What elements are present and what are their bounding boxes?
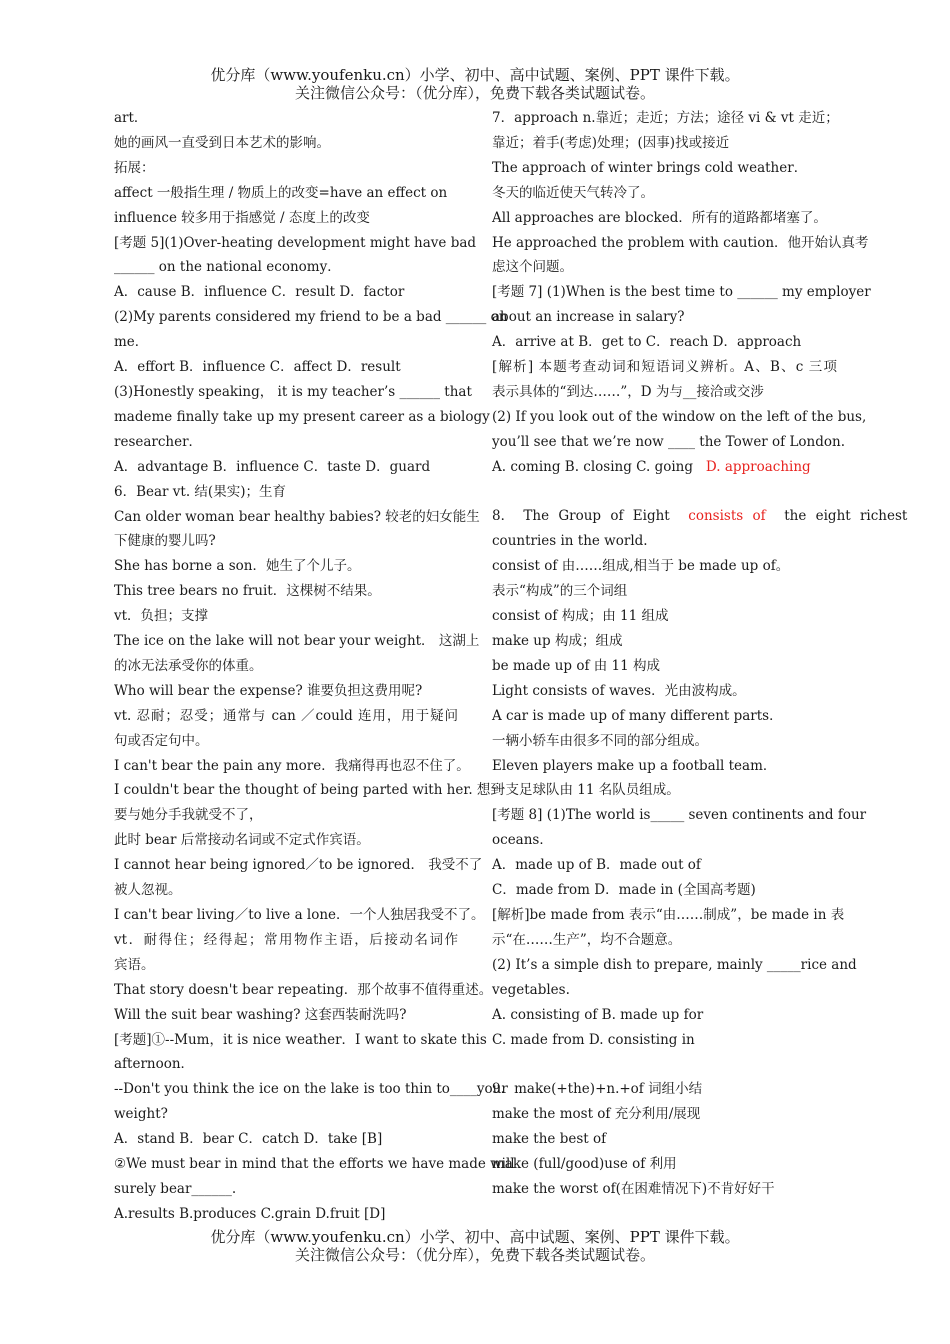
text-line: This tree bears no fruit．这棵树不结果。 bbox=[114, 583, 381, 600]
text-line: 虑这个问题。 bbox=[492, 259, 573, 276]
blank-line bbox=[492, 480, 837, 505]
text-line: (3)Honestly speaking， it is my teacher’s ______ that bbox=[114, 383, 472, 400]
text-line: afternoon． bbox=[114, 1056, 195, 1073]
text-line: affect 一般指生理 / 物质上的改变=have an effect on bbox=[114, 184, 448, 201]
text-line: A．stand B．bear C．catch D．take [B] bbox=[114, 1131, 383, 1148]
text-line: [考题 8] (1)The world is_____ seven continents and four bbox=[492, 807, 867, 824]
text-line: Can older woman bear healthy babies? 较老的妇女能生 bbox=[114, 508, 480, 525]
text-line: All approaches are blocked．所有的道路都堵塞了。 bbox=[492, 209, 827, 226]
text-line: I can't bear living／to live a lone．一个人独居我受不了。 bbox=[114, 907, 485, 923]
text-line: 下健康的婴儿吗? bbox=[114, 533, 216, 550]
text-line bbox=[492, 455, 837, 480]
text-line: That story doesn't bear repeating．那个故事不值得重述。 bbox=[114, 981, 493, 998]
text-line: 7．approach n.靠近；走近；方法；途径 vi & vt 走近； bbox=[492, 110, 839, 126]
text-line: 宾语。 bbox=[114, 956, 155, 973]
footer-line-1: 优分库（www.youfenku.cn）小学、初中、高中试题、案例、PPT 课件下载。 bbox=[210, 1228, 740, 1246]
text-line: A．advantage B．influence C．taste D．guard bbox=[114, 458, 431, 475]
text-line: 被人忽视。 bbox=[114, 882, 182, 899]
text-line: [解析]be made from 表示“由……制成”，be made in 表 bbox=[492, 906, 845, 923]
text-line: oceans． bbox=[492, 832, 553, 849]
q7-options: A. coming B. closing C. going bbox=[492, 458, 694, 475]
text-line: 6．Bear vt. 结(果实)；生育 bbox=[114, 483, 286, 500]
text-line: Eleven players make up a football team． bbox=[492, 757, 777, 774]
text-line: The ice on the lake will not bear your weight． 这湖上 bbox=[114, 633, 480, 650]
text-line: vt．耐得住；经得起；常用物作主语，后接动名词作 bbox=[114, 931, 458, 948]
text-line: be made up of 由 11 构成 bbox=[492, 657, 660, 674]
q8-phrase-highlight: consists of bbox=[688, 508, 766, 525]
text-line bbox=[492, 504, 908, 529]
text-line: ②We must bear in mind that the efforts we have made will bbox=[114, 1156, 515, 1173]
text-line: A．effort B．influence C．affect D．result bbox=[114, 359, 401, 376]
text-line: 示“在……生产”，均不合题意。 bbox=[492, 931, 682, 948]
text-line: [考题]①--Mum，it is nice weather．I want to skate this bbox=[114, 1031, 487, 1048]
text-line: A．arrive at B．get to C．reach D．approach bbox=[492, 334, 802, 351]
text-line: make (full/good)use of 利用 bbox=[492, 1156, 677, 1173]
text-line: weight? bbox=[114, 1106, 168, 1123]
footer-line-2: 关注微信公众号：（优分库），免费下载各类试题试卷。 bbox=[294, 1246, 655, 1264]
text-line: consist of 由……组成,相当于 be made up of。 bbox=[492, 558, 790, 575]
text-line: (2) If you look out of the window on the left of the bus, bbox=[492, 408, 867, 425]
blank-line bbox=[492, 1052, 837, 1077]
text-line: I couldn't bear the thought of being parted with her. 想到 bbox=[114, 782, 504, 799]
text-line: He approached the problem with caution．他开始认真考 bbox=[492, 234, 869, 251]
text-line: I can't bear the pain any more．我痛得再也忍不住了。 bbox=[114, 757, 470, 774]
q7-answer-highlight: D. approaching bbox=[705, 458, 811, 475]
q8-heading: 8． The Group of Eight bbox=[492, 508, 670, 525]
text-line: [考题 7] (1)When is the best time to ______ my employer bbox=[492, 284, 871, 301]
right-column bbox=[492, 106, 908, 1202]
text-line: 冬天的临近使天气转冷了。 bbox=[492, 184, 654, 201]
text-line: about an increase in salary? bbox=[492, 309, 685, 326]
text-line: A. consisting of B. made up for bbox=[492, 1006, 704, 1023]
text-line: consist of 构成；由 11 组成 bbox=[492, 608, 669, 625]
left-column bbox=[114, 106, 515, 1227]
text-line: [解析] 本题考查动词和短语词义辨析。A、B、c 三项 bbox=[492, 359, 837, 376]
text-line: Will the suit bear washing? 这套西装耐洗吗? bbox=[114, 1006, 407, 1023]
text-line: surely bear______. bbox=[114, 1180, 237, 1197]
text-line: vegetables. bbox=[492, 981, 570, 998]
text-line: [考题 5](1)Over-heating development might have bad bbox=[114, 234, 477, 251]
page-header bbox=[0, 66, 950, 102]
text-line: make up 构成；组成 bbox=[492, 633, 623, 650]
text-line: Who will bear the expense? 谁要负担这费用呢? bbox=[114, 682, 423, 699]
text-line: art． bbox=[114, 110, 148, 126]
header-line-2: 关注微信公众号：（优分库），免费下载各类试题试卷。 bbox=[294, 84, 655, 102]
text-line: (2)My parents considered my friend to be a bad ______ on bbox=[114, 309, 508, 326]
text-line: A．cause B．influence C．result D．factor bbox=[114, 284, 405, 301]
header-line-1: 优分库（www.youfenku.cn）小学、初中、高中试题、案例、PPT 课件下载。 bbox=[210, 66, 740, 84]
text-line: C. made from D. consisting in bbox=[492, 1031, 695, 1048]
text-line: make the best of bbox=[492, 1131, 607, 1148]
text-line: A car is made up of many different parts． bbox=[492, 707, 783, 724]
text-line: A.results B.produces C.grain D.fruit [D] bbox=[114, 1205, 386, 1222]
text-line: She has borne a son．她生了个儿子。 bbox=[114, 558, 361, 575]
text-line: make the most of 充分利用/展现 bbox=[492, 1106, 701, 1123]
text-line: me． bbox=[114, 334, 149, 351]
q8-heading-tail: the eight richest bbox=[784, 508, 908, 525]
text-line: (2) It’s a simple dish to prepare, mainly _____rice and bbox=[492, 956, 857, 973]
text-line: researcher． bbox=[114, 433, 203, 450]
text-line: A．made up of B．made out of bbox=[492, 857, 701, 874]
text-line: Light consists of waves．光由波构成。 bbox=[492, 682, 746, 699]
text-line: 9．make(+the)+n.+of 词组小结 bbox=[492, 1081, 703, 1098]
text-line: 拓展： bbox=[114, 159, 155, 176]
text-line: vt．负担；支撑 bbox=[114, 608, 209, 625]
text-line: 此时 bear 后常接动名词或不定式作宾语。 bbox=[114, 832, 370, 849]
text-line: vt. 忍耐；忍受；通常与 can ／could 连用，用于疑问 bbox=[114, 707, 458, 724]
text-line: 表示具体的“到达……”，D 为与__接洽或交涉 bbox=[492, 383, 764, 400]
text-line: influence 较多用于指感觉 / 态度上的改变 bbox=[114, 209, 370, 226]
text-line: 要与她分手我就受不了， bbox=[114, 807, 263, 824]
text-line: The approach of winter brings cold weather． bbox=[492, 159, 808, 176]
text-line: 靠近；着手(考虑)处理；(因事)找或接近 bbox=[492, 134, 730, 151]
text-line: you’ll see that we’re now ____ the Tower of London. bbox=[492, 433, 846, 450]
text-line: 一支足球队由 11 名队员组成。 bbox=[492, 782, 680, 799]
text-line: 表示“构成”的三个词组 bbox=[492, 583, 628, 600]
text-line: ______ on the national economy． bbox=[114, 259, 341, 276]
text-line: mademe finally take up my present career as a biology bbox=[114, 408, 490, 425]
page-footer bbox=[0, 1228, 950, 1264]
text-line: 她的画风一直受到日本艺术的影响。 bbox=[114, 134, 330, 151]
text-line: C．made from D．made in (全国高考题) bbox=[492, 882, 756, 899]
text-line: I cannot hear being ignored／to be ignored． 我受不了 bbox=[114, 857, 483, 874]
text-line: countries in the world. bbox=[492, 533, 648, 550]
text-line: 的冰无法承受你的体重。 bbox=[114, 657, 263, 674]
text-line: --Don't you think the ice on the lake is too thin to____your bbox=[114, 1081, 508, 1098]
text-line: make the worst of(在困难情况下)不肯好好干 bbox=[492, 1180, 775, 1197]
text-line: 句或否定句中。 bbox=[114, 732, 209, 749]
text-line: 一辆小轿车由很多不同的部分组成。 bbox=[492, 732, 708, 749]
